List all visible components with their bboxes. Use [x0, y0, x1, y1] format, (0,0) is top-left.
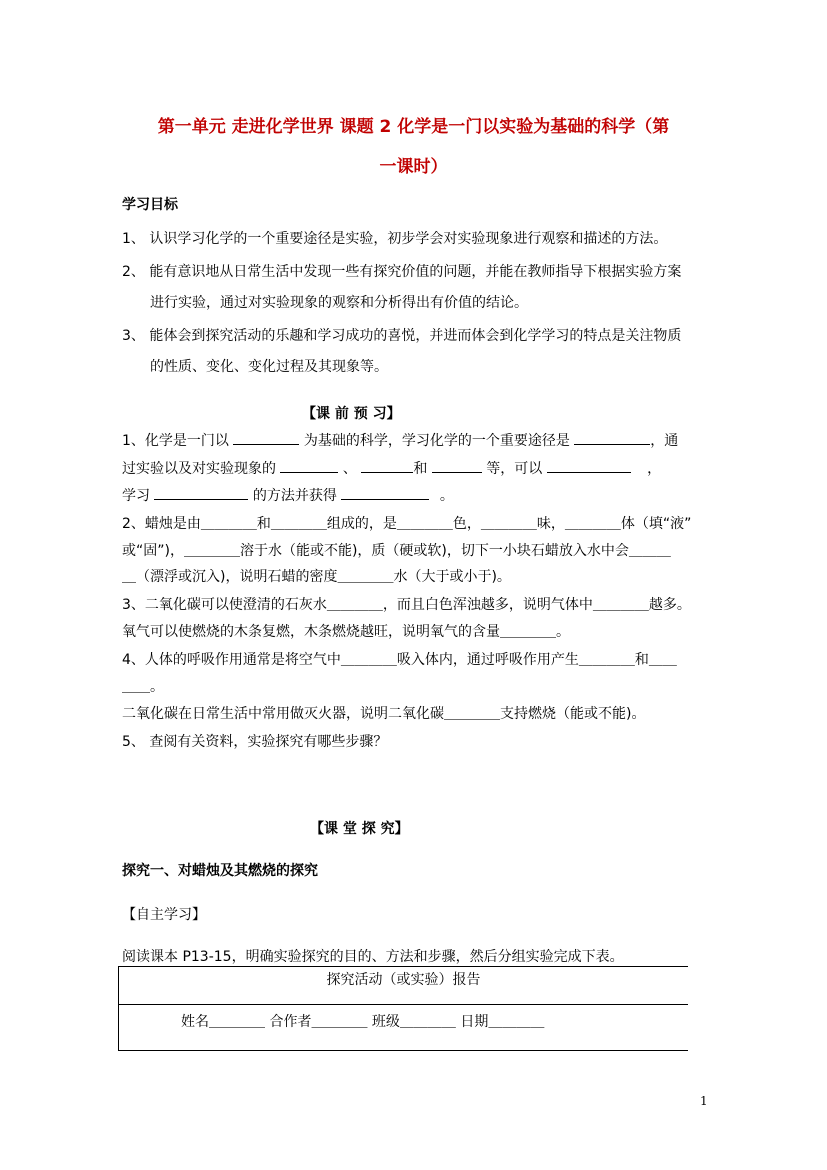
report-table [118, 966, 688, 1051]
preview-q3-line1: 3、二氧化碳可以使澄清的石灰水＿＿＿＿，而且白色浑浊越多，说明气体中＿＿＿＿越多。 [122, 597, 691, 613]
q1-text-h: ， [647, 461, 662, 477]
q1-text-e: 、 [342, 461, 357, 477]
preview-q3-line2: 氧气可以使燃烧的木条复燃，木条燃烧越旺，说明氧气的含量＿＿＿＿。 [122, 624, 570, 640]
q1-text-j: 的方法并获得 [252, 488, 337, 504]
q1-text-b: 为基础的科学，学习化学的一个重要途径是 [303, 433, 570, 449]
q1-blank-2[interactable] [574, 430, 650, 445]
report-title: 探究活动（或实验）报告 [119, 967, 689, 1005]
q1-blank-8[interactable] [341, 485, 429, 500]
preview-q1-line3 [122, 485, 454, 505]
preview-heading: 【课 前 预 习】 [302, 406, 401, 422]
objective-2a: 2、 能有意识地从日常生活中发现一些有探究价值的问题，并能在教师指导下根据实验方案 [122, 264, 682, 280]
doc-title-line1: 第一单元 走进化学世界 课题 2 化学是一门以实验为基础的科学（第 [157, 117, 670, 137]
preview-q5: 5、 查阅有关资料，实验探究有哪些步骤？ [122, 734, 388, 750]
preview-q4-line1: 4、人体的呼吸作用通常是将空气中＿＿＿＿吸入体内，通过呼吸作用产生＿＿＿＿和＿＿ [122, 652, 677, 668]
preview-q1-line1 [122, 430, 678, 450]
q1-blank-4[interactable] [361, 458, 413, 473]
self-study-heading: 【自主学习】 [122, 907, 206, 923]
preview-q2-line3: ＿（漂浮或沉入)，说明石蜡的密度＿＿＿＿水（大于或小于)。 [122, 569, 511, 585]
page-number: 1 [700, 1094, 708, 1108]
q1-text-g: 等，可以 [486, 461, 543, 477]
preview-q2-line1: 2、蜡烛是由＿＿＿＿和＿＿＿＿组成的，是＿＿＿＿色，＿＿＿＿味，＿＿＿＿体（填“液” [122, 516, 692, 532]
preview-q1-line2 [122, 458, 661, 478]
objectives-heading: 学习目标 [122, 197, 178, 213]
preview-q4-line3: 二氧化碳在日常生活中常用做灭火器，说明二氧化碳＿＿＿＿支持燃烧（能或不能)。 [122, 706, 646, 722]
q1-blank-7[interactable] [154, 485, 248, 500]
q1-blank-5[interactable] [432, 458, 482, 473]
objective-1: 1、 认识学习化学的一个重要途径是实验，初步学会对实验现象进行观察和描述的方法。 [122, 231, 668, 247]
preview-q2-line2: 或“固”)，＿＿＿＿溶于水（能或不能)，质（硬或软)，切下一小块石蜡放入水中会＿＿＿ [122, 543, 671, 559]
q1-text-i: 学习 [122, 488, 150, 504]
report-fields: 姓名＿＿＿＿ 合作者＿＿＿＿ 班级＿＿＿＿ 日期＿＿＿＿ [119, 1005, 689, 1051]
q1-text-a: 1、化学是一门以 [122, 433, 229, 449]
doc-title-line2: 一课时） [379, 157, 448, 177]
inquiry-1-heading: 探究一、对蜡烛及其燃烧的探究 [122, 863, 318, 879]
objective-2b: 进行实验，通过对实验现象的观察和分析得出有价值的结论。 [150, 295, 528, 311]
q1-blank-1[interactable] [233, 430, 299, 445]
objective-3a: 3、 能体会到探究活动的乐趣和学习成功的喜悦，并进而体会到化学学习的特点是关注物质 [122, 328, 682, 344]
classroom-heading: 【课 堂 探 究】 [310, 821, 409, 837]
reading-instruction: 阅读课本 P13-15，明确实验探究的目的、方法和步骤，然后分组实验完成下表。 [122, 949, 624, 965]
preview-q4-line2: ＿＿。 [122, 679, 164, 695]
q1-text-c: ，通 [650, 433, 679, 449]
q1-text-k: 。 [439, 488, 454, 504]
q1-blank-6[interactable] [547, 458, 631, 473]
q1-text-f: 和 [413, 461, 428, 477]
objective-3b: 的性质、变化、变化过程及其现象等。 [150, 359, 388, 375]
q1-blank-3[interactable] [280, 458, 338, 473]
q1-text-d: 过实验以及对实验现象的 [122, 461, 276, 477]
